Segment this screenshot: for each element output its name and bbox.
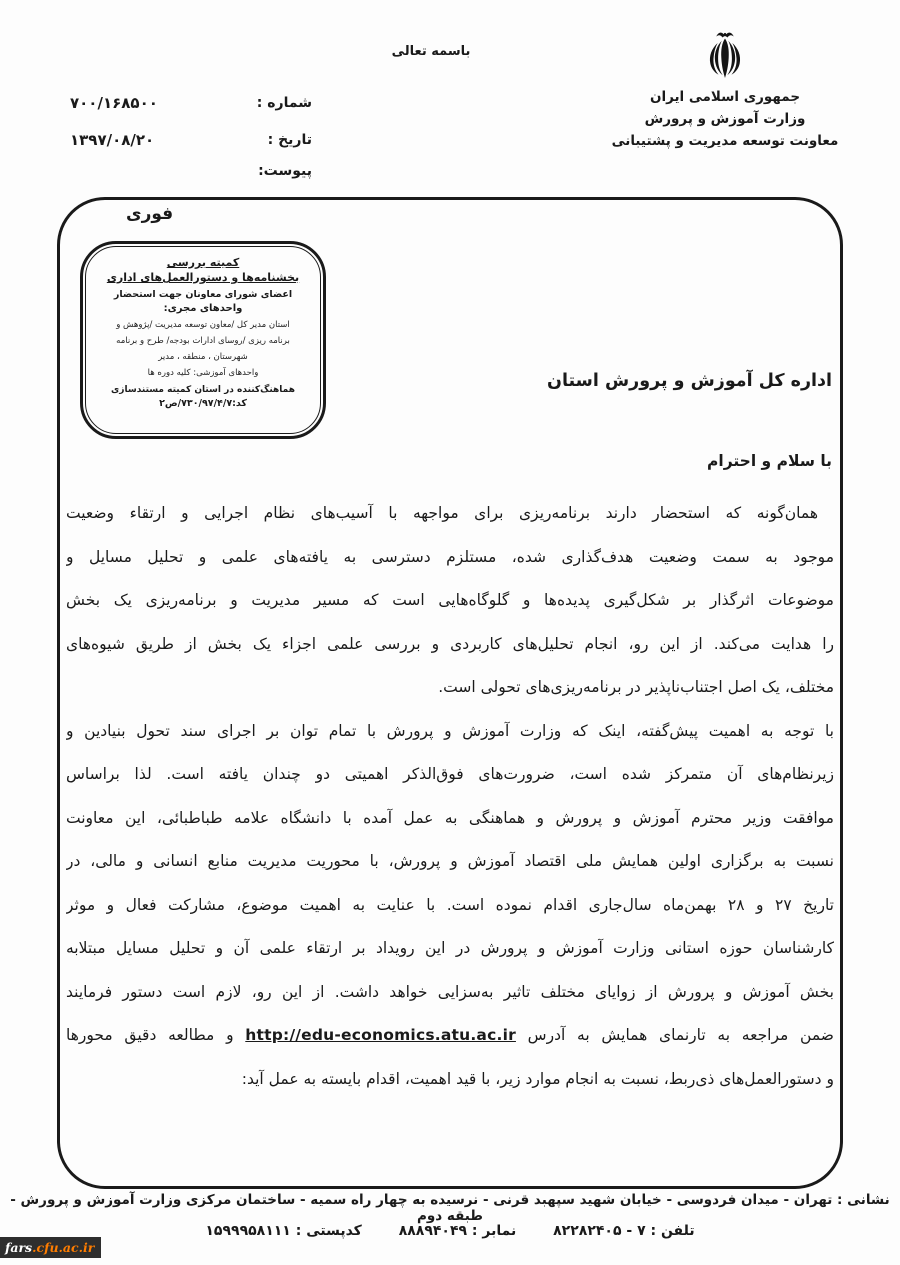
stamp-line-coordinator: هماهنگ‌کننده در استان کمیته مستندسازی — [111, 385, 295, 395]
footer-fax: نمابر : ۸۸۸۹۴۰۴۹ — [398, 1223, 517, 1239]
number-label: شماره : — [256, 95, 312, 111]
watermark-bold-part: fars — [5, 1240, 33, 1255]
stamp-line-planning: برنامه ریزی /روسای ادارات بودجه/ طرح و برنامه — [116, 336, 290, 346]
url-line-before: ضمن مراجعه به تارنمای همایش به آدرس — [527, 1026, 834, 1044]
recipient-title: اداره کل آموزش و پرورش استان — [547, 371, 832, 391]
org-block — [605, 28, 845, 152]
field-row-date — [70, 122, 312, 158]
stamp-subtitle: بخشنامه‌ها و دستورالعمل‌های اداری — [106, 271, 300, 284]
body-line: مختلف، یک اصل اجتناب‌ناپذیر در برنامه‌ریزی‌های تحولی است. — [438, 678, 834, 696]
footer-address: نشانی : تهران - میدان فردوسی - خیابان شهید سپهبد قرنی - نرسیده به چهار راه سمیه - ساختمان مرکزی وزارت آموزش و پرورش - طبقه دوم — [10, 1192, 890, 1224]
body-line: همان‌گونه که استحضار دارند برنامه‌ریزی برای مواجهه با آسیب‌های نظام اجرایی و ارتقاء وضعیت — [66, 504, 818, 522]
date-value: ۱۳۹۷/۰۸/۲۰ — [70, 131, 155, 149]
body-line-closing: و دستورالعمل‌های ذی‌ربط، نسبت به انجام موارد زیر، با قید اهمیت، اقدام بایسته به عمل آید: — [241, 1069, 834, 1088]
watermark-rest-part: .cfu.ac.ir — [32, 1240, 95, 1255]
url-line-after: و مطالعه دقیق محورها — [66, 1026, 234, 1044]
site-watermark — [0, 1237, 101, 1258]
field-row-number — [70, 84, 312, 122]
stamp-code: کد:۷۳۰/۹۷/۴/۷/ص۲ — [159, 398, 247, 409]
stamp-line-units: واحدهای آموزشی: کلیه دوره ها — [147, 368, 259, 378]
iran-emblem-icon — [702, 28, 748, 82]
salutation: با سلام و احترام — [707, 452, 832, 470]
field-row-attachment — [70, 158, 312, 184]
number-value: ۷۰۰/۱۶۸۵۰۰ — [70, 94, 158, 112]
letter-body — [66, 492, 834, 1101]
footer-postal-code: کدپستی : ۱۵۹۹۹۵۸۱۱۱ — [205, 1223, 362, 1239]
urgency-label: فوری — [126, 204, 174, 224]
body-line: نسبت به برگزاری اولین همایش ملی اقتصاد آموزش و پرورش، با محوریت مدیریت منابع انسانی و مالی، در — [66, 852, 834, 870]
review-committee-stamp — [80, 241, 326, 439]
body-line: زیرنظام‌های آن متمرکز شده است، ضرورت‌های فوق‌الذکر اهمیتی دو چندان یافته است. لذا براساس — [66, 765, 834, 783]
org-line-country: جمهوری اسلامی ایران — [649, 89, 801, 105]
body-line: موضوعات اثرگذار بر شکل‌گیری پدیده‌ها و گلوگاه‌هایی است که مسیر مدیریت و برنامه‌ریزی یک بخش — [66, 591, 834, 609]
footer-phone: تلفن : ۷ - ۸۲۲۸۲۴۰۵ — [553, 1223, 695, 1239]
body-line: تاریخ ۲۷ و ۲۸ بهمن‌ماه سال‌جاری اقدام نموده است. با عنایت به اهمیت موضوع، مشارکت فعال و موثر — [66, 895, 834, 914]
letter-meta-fields — [70, 84, 312, 184]
attachment-label: پیوست: — [258, 163, 312, 179]
stamp-line-council: اعضای شورای معاونان جهت استحضار — [113, 289, 293, 300]
conference-url: http://edu-economics.atu.ac.ir — [245, 1026, 516, 1044]
besmele-text: باسمه تعالی — [391, 44, 471, 59]
stamp-line-province: استان مدیر کل /معاون توسعه مدیریت /پژوهش و — [116, 320, 290, 330]
body-line-url — [66, 1014, 834, 1058]
body-line: موافقت وزیر محترم آموزش و پرورش و هماهنگی به عمل آمده با دانشگاه علامه طباطبائی، این معاونت — [66, 808, 834, 827]
stamp-title: کمیته بررسی — [166, 256, 240, 269]
org-line-ministry: وزارت آموزش و پرورش — [644, 111, 806, 127]
body-line: بخش آموزش و پرورش از زوایای مختلف تاثیر به‌سزایی خواهد داشت. از این رو، لازم است دستور فرمایند — [66, 982, 834, 1001]
body-line: موجود به سمت وضعیت هدف‌گذاری شده، مستلزم دسترسی به یافته‌های علمی و تحلیل مسایل و — [66, 547, 834, 566]
date-label: تاریخ : — [267, 132, 312, 148]
stamp-line-executors: واحدهای مجری: — [163, 303, 243, 314]
body-line: را هدایت می‌کند. از این رو، انجام تحلیل‌های کاربردی و بررسی علمی اجزاء یک بخش از طریق شیوه‌های — [66, 634, 834, 653]
body-line: با توجه به اهمیت پیش‌گفته، اینک که وزارت آموزش و پرورش با تمام توان بر اجرای سند تحول بنیادین و — [66, 721, 834, 740]
body-line: کارشناسان حوزه استانی وزارت آموزش و پرورش در این رویداد بر ارتقاء علمی آن و تحلیل مسایل مبتلابه — [66, 939, 834, 957]
stamp-line-district: شهرستان ، منطقه ، مدیر — [158, 352, 248, 362]
org-line-deputy: معاونت توسعه مدیریت و پشتیبانی — [611, 133, 839, 149]
footer-contact — [10, 1223, 890, 1239]
